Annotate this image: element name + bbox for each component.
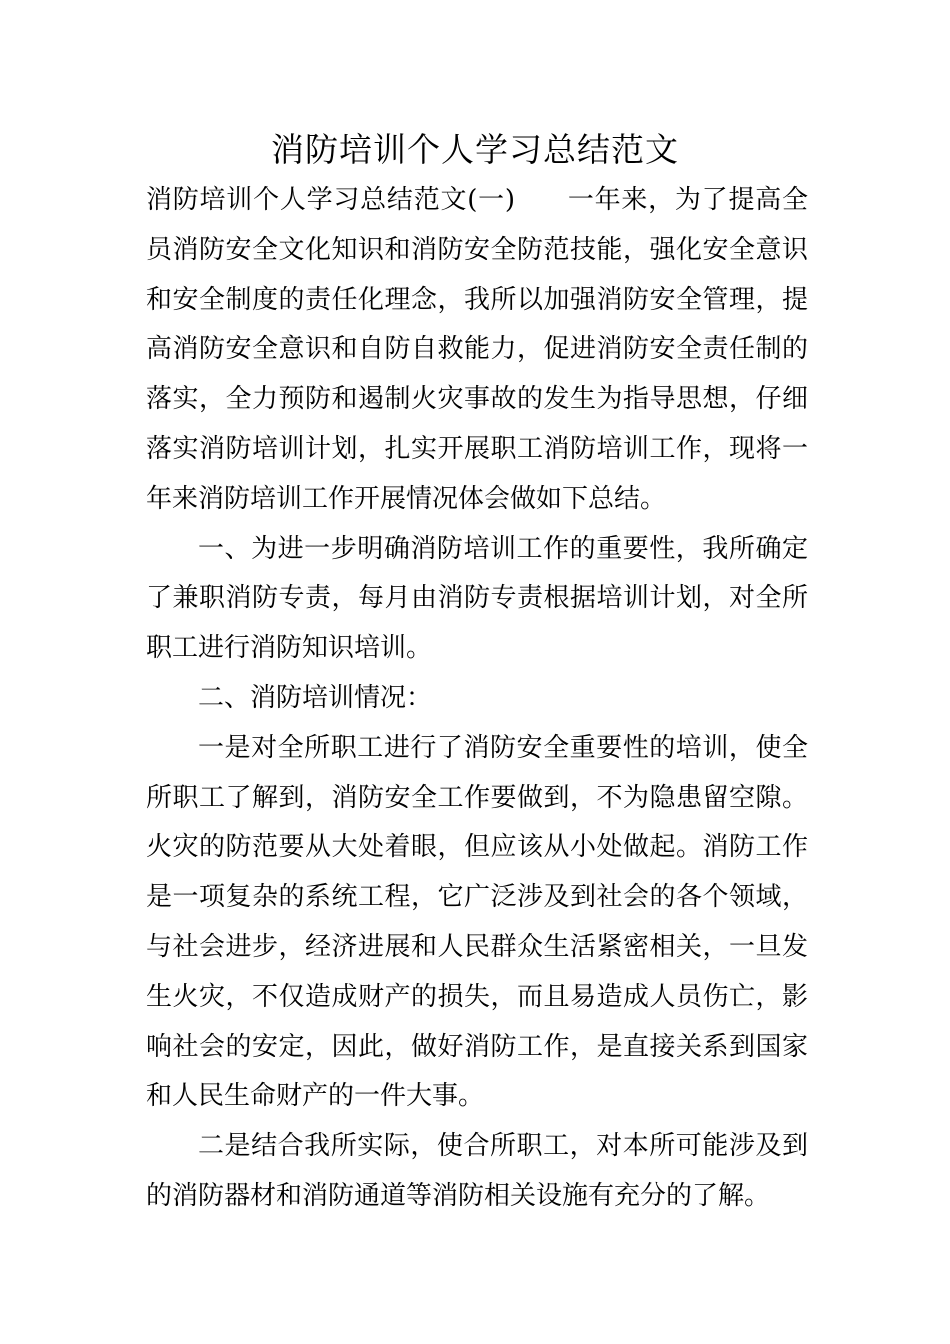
intro-label: 消防培训个人学习总结范文(一) xyxy=(146,185,516,215)
paragraph-section-one: 一、为进一步明确消防培训工作的重要性，我所确定了兼职消防专责，每月由消防专责根据培训计划，对全所职工进行消防知识培训。 xyxy=(146,533,808,664)
paragraph-text: 一年来，为了提高全员消防安全文化知识和消防安全防范技能，强化安全意识和安全制度的责任化理念，我所以加强消防安全管理，提高消防安全意识和自防自救能力，促进消防安全责任制的落实，全力预防和遏制火灾事故的发生为指导思想，仔细落实消防培训计划，扎实开展职工消防培训工作，现将一年来消防培训工作开展情况体会做如下总结。 xyxy=(146,185,808,514)
document-body xyxy=(146,176,808,1222)
paragraph-section-two-heading: 二、消防培训情况： xyxy=(198,682,433,713)
paragraph-point-two: 二是结合我所实际，使合所职工，对本所可能涉及到的消防器材和消防通道等消防相关设施有充分的了解。 xyxy=(146,1131,808,1211)
intro-paragraph xyxy=(146,176,808,525)
document-title: 消防培训个人学习总结范文 xyxy=(271,130,679,169)
paragraph-point-one: 一是对全所职工进行了消防安全重要性的培训，使全所职工了解到，消防安全工作要做到，不为隐患留空隙。火灾的防范要从大处着眼，但应该从小处做起。消防工作是一项复杂的系统工程，它广泛涉及到社会的各个领域，与社会进步，经济进展和人民群众生活紧密相关，一旦发生火灾，不仅造成财产的损失，而且易造成人员伤亡，影响社会的安定，因此，做好消防工作，是直接关系到国家和人民生命财产的一件大事。 xyxy=(146,732,808,1112)
